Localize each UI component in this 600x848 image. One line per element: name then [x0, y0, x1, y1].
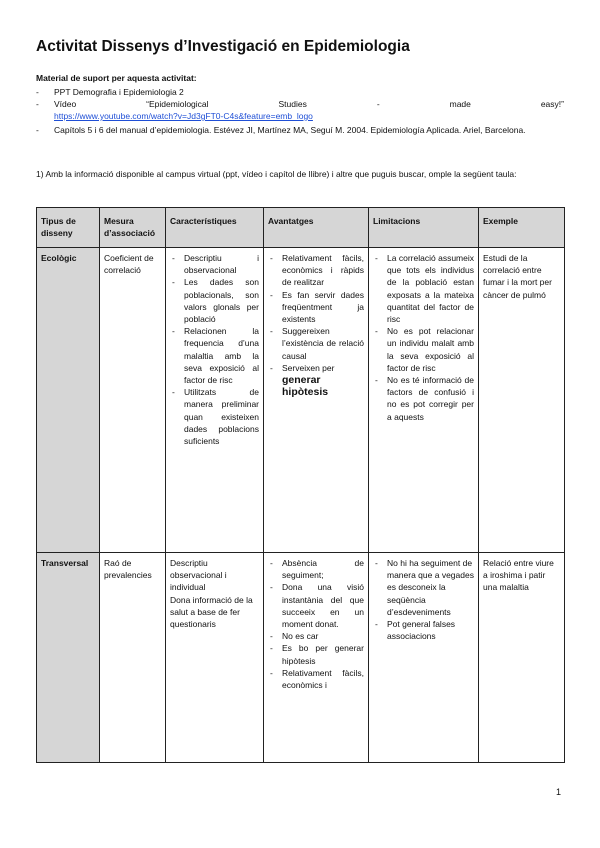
cell-tipus: Transversal: [37, 553, 100, 763]
highlighted-text: generar hipòtesis: [282, 374, 329, 399]
material-item-video: - Vídeo “Epidemiological Studies - made easy!” https://www.youtube.com/watch?v=Jd3gFT0-C4s&feature=emb_logo: [36, 99, 564, 121]
header-mesura: Mesura d’associació: [100, 208, 166, 248]
list-item: - Relacionen la frequencia d’una malaltia amb la seva exposició al factor de risc: [172, 326, 259, 386]
cell-avantatges: [264, 248, 369, 553]
header-exemple: Exemple: [479, 208, 565, 248]
material-item: - PPT Demografia i Epidemiologia 2: [36, 87, 184, 97]
instruction-text: 1) Amb la informació disponible al campus virtual (ppt, vídeo i capítol de llibre) i altre que puguis buscar, omple la següent taula:: [36, 169, 517, 179]
video-link[interactable]: https://www.youtube.com/watch?v=Jd3gFT0-C4s&feature=emb_logo: [54, 111, 313, 121]
page-number: 1: [556, 787, 562, 797]
list-item: - Dona una visió instantània del que succeeix en un moment donat.: [270, 582, 364, 630]
list-item: - Absència de seguiment;: [270, 558, 364, 581]
table-row: [37, 248, 565, 553]
video-title-line: Vídeo “Epidemiological Studies - made easy!”: [54, 99, 564, 109]
header-tipus: Tipus de disseny: [37, 208, 100, 248]
cell-limitacions: [369, 553, 479, 763]
header-limitacions: Limitacions: [369, 208, 479, 248]
list-item: - No es pot relacionar un individu malalt amb la seva exposició al factor de risc: [375, 326, 474, 373]
table-header-row: [37, 208, 565, 248]
list-item: - No hi ha seguiment de manera que a vegades es desconeix la seqüència d’esdeveniments: [375, 558, 474, 617]
header-caracteristiques: Característiques: [166, 208, 264, 248]
cell-exemple: Estudi de la correlació entre fumar i la mort per càncer de pulmó: [479, 248, 565, 553]
list-item: - No es car: [270, 631, 319, 642]
cell-avantatges: [264, 553, 369, 763]
list-item: - La correlació assumeix que tots els individus de la població estan exposats a la mateixa quantitat del factor de risc: [375, 253, 474, 325]
list-item: - No es té informació de factors de confusió i no es pot corregir per a aquests: [375, 375, 474, 422]
material-heading: Material de suport per aquesta activitat:: [36, 73, 197, 83]
list-item: - Pot general falses associacions: [375, 619, 456, 642]
header-avantatges: Avantatges: [264, 208, 369, 248]
cell-tipus: Ecològic: [37, 248, 100, 553]
list-item: - Descriptiu i observacional: [172, 253, 259, 276]
study-design-table: [36, 207, 565, 763]
list-item: - Suggereixen l’existència de relació causal: [270, 326, 364, 361]
cell-caracteristiques: [166, 248, 264, 553]
list-item: - Serveixen per generar hipòtesis: [270, 362, 335, 399]
cell-limitacions: [369, 248, 479, 553]
cell-mesura: Raó de prevalencies: [100, 553, 166, 763]
list-item: - Es fan servir dades freqüentment ja existents: [270, 289, 364, 325]
list-item: - Relativament fàcils, econòmics i: [270, 667, 364, 691]
cell-mesura: Coeficient de correlació: [100, 248, 166, 553]
cell-caracteristiques: Descriptiu observacional i individual Dona informació de la salut a base de fer questionaris: [166, 553, 264, 763]
list-item: - Utilitzats de manera preliminar quan existeixen dades poblacions suficients: [172, 387, 259, 447]
table-row: [37, 553, 565, 763]
document-title: Activitat Dissenys d’Investigació en Epidemiologia: [36, 38, 410, 55]
list-item: - Les dades son poblacionals, son valors glonals per població: [172, 277, 259, 325]
cell-exemple: Relació entre viure a iroshima i patir una malaltia: [479, 553, 565, 763]
material-item: - Capítols 5 i 6 del manual d’epidemiologia. Estévez JI, Martínez MA, Seguí M. 2004. Epidemiología Aplicada. Ariel, Barcelona.: [36, 125, 526, 135]
list-item: - Es bo per generar hipòtesis: [270, 643, 364, 666]
material-list: [36, 86, 564, 136]
list-item: - Relativament fàcils, econòmics i ràpids de realitzar: [270, 253, 364, 288]
